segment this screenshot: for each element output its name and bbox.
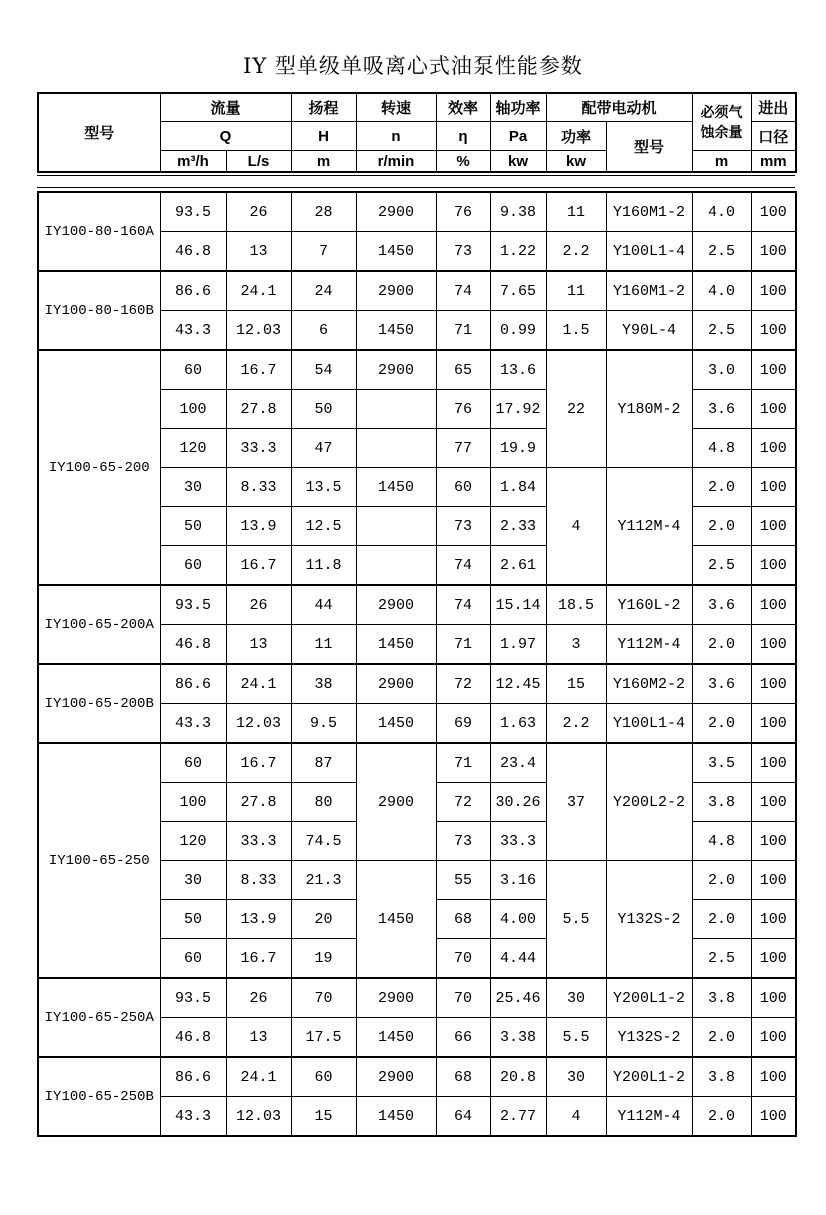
cell-npsh: 3.8 bbox=[692, 783, 751, 822]
cell-flow-ls: 8.33 bbox=[226, 861, 291, 900]
table-row bbox=[38, 1057, 796, 1097]
cell-motor-model: Y90L-4 bbox=[606, 311, 692, 351]
cell-head: 6 bbox=[291, 311, 356, 351]
cell-port-dn: 100 bbox=[751, 743, 796, 783]
cell-efficiency: 66 bbox=[436, 1018, 490, 1058]
cell-shaft-power: 0.99 bbox=[490, 311, 546, 351]
cell-port-dn: 100 bbox=[751, 311, 796, 351]
header-npsh bbox=[692, 93, 751, 151]
header-motor-power: 功率 bbox=[546, 122, 606, 151]
cell-port-dn: 100 bbox=[751, 350, 796, 390]
cell-motor-power: 5.5 bbox=[546, 861, 606, 979]
cell-shaft-power: 9.38 bbox=[490, 192, 546, 232]
cell-motor-power: 3 bbox=[546, 625, 606, 665]
cell-flow-m3h: 120 bbox=[160, 429, 226, 468]
cell-port-dn: 100 bbox=[751, 1057, 796, 1097]
cell-flow-ls: 13 bbox=[226, 232, 291, 272]
cell-motor-power: 2.2 bbox=[546, 232, 606, 272]
cell-speed: 2900 bbox=[356, 271, 436, 311]
header-port-line1: 进出 bbox=[751, 93, 796, 122]
cell-motor-power: 2.2 bbox=[546, 704, 606, 744]
cell-flow-ls: 16.7 bbox=[226, 939, 291, 979]
cell-shaft-power: 3.16 bbox=[490, 861, 546, 900]
cell-npsh: 2.0 bbox=[692, 1097, 751, 1137]
pump-model-cell: IY100-65-200B bbox=[38, 664, 160, 743]
cell-port-dn: 100 bbox=[751, 664, 796, 704]
cell-efficiency: 73 bbox=[436, 507, 490, 546]
cell-motor-model: Y160M1-2 bbox=[606, 271, 692, 311]
cell-npsh: 4.8 bbox=[692, 429, 751, 468]
header-npsh-line2: 蚀余量 bbox=[700, 124, 743, 140]
cell-speed bbox=[356, 390, 436, 429]
table-row bbox=[38, 271, 796, 311]
cell-shaft-power: 17.92 bbox=[490, 390, 546, 429]
spec-header-table bbox=[37, 92, 797, 173]
spec-data-table bbox=[37, 191, 797, 1137]
cell-flow-ls: 13 bbox=[226, 625, 291, 665]
cell-flow-m3h: 93.5 bbox=[160, 978, 226, 1018]
cell-speed: 2900 bbox=[356, 1057, 436, 1097]
header-head-unit: m bbox=[291, 151, 356, 173]
cell-motor-power: 4 bbox=[546, 468, 606, 586]
header-pump-model: 型号 bbox=[38, 93, 160, 172]
cell-motor-power: 15 bbox=[546, 664, 606, 704]
cell-head: 11.8 bbox=[291, 546, 356, 586]
page-title: IY 型单级单吸离心式油泵性能参数 bbox=[243, 54, 583, 78]
pump-model-cell: IY100-80-160A bbox=[38, 192, 160, 271]
cell-efficiency: 74 bbox=[436, 546, 490, 586]
cell-shaft-power: 25.46 bbox=[490, 978, 546, 1018]
cell-flow-m3h: 86.6 bbox=[160, 664, 226, 704]
header-eff-symbol: η bbox=[436, 122, 490, 151]
cell-flow-m3h: 46.8 bbox=[160, 1018, 226, 1058]
cell-head: 7 bbox=[291, 232, 356, 272]
cell-motor-power: 11 bbox=[546, 271, 606, 311]
cell-efficiency: 77 bbox=[436, 429, 490, 468]
header-shaft-power: 轴功率 bbox=[490, 93, 546, 122]
cell-efficiency: 70 bbox=[436, 978, 490, 1018]
cell-flow-ls: 33.3 bbox=[226, 429, 291, 468]
pump-model-cell: IY100-65-200 bbox=[38, 350, 160, 585]
header-port-line2: 口径 bbox=[751, 122, 796, 151]
cell-motor-model: Y100L1-4 bbox=[606, 232, 692, 272]
cell-shaft-power: 12.45 bbox=[490, 664, 546, 704]
cell-shaft-power: 2.33 bbox=[490, 507, 546, 546]
cell-flow-m3h: 93.5 bbox=[160, 192, 226, 232]
cell-head: 44 bbox=[291, 585, 356, 625]
cell-head: 11 bbox=[291, 625, 356, 665]
cell-motor-model: Y200L1-2 bbox=[606, 978, 692, 1018]
pump-model-cell: IY100-65-250B bbox=[38, 1057, 160, 1136]
cell-flow-m3h: 86.6 bbox=[160, 1057, 226, 1097]
cell-motor-model: Y112M-4 bbox=[606, 625, 692, 665]
cell-port-dn: 100 bbox=[751, 271, 796, 311]
cell-efficiency: 74 bbox=[436, 585, 490, 625]
cell-npsh: 2.0 bbox=[692, 1018, 751, 1058]
cell-efficiency: 70 bbox=[436, 939, 490, 979]
cell-port-dn: 100 bbox=[751, 978, 796, 1018]
cell-npsh: 2.0 bbox=[692, 507, 751, 546]
cell-motor-model: Y200L2-2 bbox=[606, 743, 692, 861]
cell-npsh: 2.5 bbox=[692, 939, 751, 979]
cell-head: 47 bbox=[291, 429, 356, 468]
header-motor-model: 型号 bbox=[606, 122, 692, 173]
cell-flow-ls: 33.3 bbox=[226, 822, 291, 861]
cell-npsh: 3.0 bbox=[692, 350, 751, 390]
cell-speed: 1450 bbox=[356, 625, 436, 665]
cell-head: 21.3 bbox=[291, 861, 356, 900]
header-eff-unit: % bbox=[436, 151, 490, 173]
cell-port-dn: 100 bbox=[751, 900, 796, 939]
cell-motor-model: Y100L1-4 bbox=[606, 704, 692, 744]
cell-motor-power: 1.5 bbox=[546, 311, 606, 351]
header-flow-symbol: Q bbox=[160, 122, 291, 151]
cell-head: 38 bbox=[291, 664, 356, 704]
cell-npsh: 3.6 bbox=[692, 585, 751, 625]
pump-model-cell: IY100-65-250A bbox=[38, 978, 160, 1057]
cell-head: 54 bbox=[291, 350, 356, 390]
cell-flow-ls: 12.03 bbox=[226, 311, 291, 351]
cell-motor-model: Y160M2-2 bbox=[606, 664, 692, 704]
cell-speed: 2900 bbox=[356, 978, 436, 1018]
header-efficiency: 效率 bbox=[436, 93, 490, 122]
cell-flow-m3h: 100 bbox=[160, 390, 226, 429]
cell-efficiency: 71 bbox=[436, 625, 490, 665]
cell-port-dn: 100 bbox=[751, 783, 796, 822]
cell-flow-m3h: 86.6 bbox=[160, 271, 226, 311]
cell-head: 50 bbox=[291, 390, 356, 429]
cell-flow-ls: 26 bbox=[226, 585, 291, 625]
cell-port-dn: 100 bbox=[751, 861, 796, 900]
cell-port-dn: 100 bbox=[751, 625, 796, 665]
cell-flow-ls: 24.1 bbox=[226, 1057, 291, 1097]
cell-efficiency: 60 bbox=[436, 468, 490, 507]
cell-flow-m3h: 43.3 bbox=[160, 704, 226, 744]
cell-flow-ls: 13.9 bbox=[226, 507, 291, 546]
cell-npsh: 4.8 bbox=[692, 822, 751, 861]
cell-motor-model: Y132S-2 bbox=[606, 861, 692, 979]
cell-flow-ls: 27.8 bbox=[226, 783, 291, 822]
cell-npsh: 2.0 bbox=[692, 625, 751, 665]
cell-speed: 1450 bbox=[356, 861, 436, 979]
cell-efficiency: 76 bbox=[436, 390, 490, 429]
cell-motor-model: Y112M-4 bbox=[606, 468, 692, 586]
cell-port-dn: 100 bbox=[751, 1097, 796, 1137]
cell-speed: 1450 bbox=[356, 1018, 436, 1058]
cell-flow-ls: 13 bbox=[226, 1018, 291, 1058]
cell-speed: 2900 bbox=[356, 350, 436, 390]
header-flow-unit-ls: L/s bbox=[226, 151, 291, 173]
data-table-topline bbox=[37, 187, 795, 188]
cell-head: 9.5 bbox=[291, 704, 356, 744]
cell-motor-power: 37 bbox=[546, 743, 606, 861]
cell-flow-m3h: 30 bbox=[160, 861, 226, 900]
cell-speed: 1450 bbox=[356, 311, 436, 351]
cell-npsh: 2.5 bbox=[692, 546, 751, 586]
cell-shaft-power: 20.8 bbox=[490, 1057, 546, 1097]
header-row-labels bbox=[38, 93, 796, 122]
cell-shaft-power: 2.77 bbox=[490, 1097, 546, 1137]
cell-efficiency: 71 bbox=[436, 743, 490, 783]
pump-model-cell: IY100-65-250 bbox=[38, 743, 160, 978]
cell-speed: 2900 bbox=[356, 743, 436, 861]
cell-npsh: 2.0 bbox=[692, 861, 751, 900]
cell-efficiency: 72 bbox=[436, 783, 490, 822]
cell-flow-ls: 26 bbox=[226, 192, 291, 232]
cell-shaft-power: 1.97 bbox=[490, 625, 546, 665]
cell-flow-m3h: 60 bbox=[160, 939, 226, 979]
cell-efficiency: 69 bbox=[436, 704, 490, 744]
cell-flow-m3h: 100 bbox=[160, 783, 226, 822]
cell-flow-m3h: 46.8 bbox=[160, 625, 226, 665]
cell-motor-power: 4 bbox=[546, 1097, 606, 1137]
cell-flow-ls: 16.7 bbox=[226, 350, 291, 390]
cell-port-dn: 100 bbox=[751, 1018, 796, 1058]
cell-flow-m3h: 46.8 bbox=[160, 232, 226, 272]
cell-flow-m3h: 120 bbox=[160, 822, 226, 861]
header-shaft-symbol: Pa bbox=[490, 122, 546, 151]
header-speed-unit: r/min bbox=[356, 151, 436, 173]
header-speed: 转速 bbox=[356, 93, 436, 122]
header-shaft-unit: kw bbox=[490, 151, 546, 173]
cell-port-dn: 100 bbox=[751, 429, 796, 468]
cell-motor-power: 18.5 bbox=[546, 585, 606, 625]
cell-efficiency: 64 bbox=[436, 1097, 490, 1137]
cell-speed: 2900 bbox=[356, 192, 436, 232]
cell-port-dn: 100 bbox=[751, 546, 796, 586]
cell-shaft-power: 1.84 bbox=[490, 468, 546, 507]
cell-motor-model: Y160L-2 bbox=[606, 585, 692, 625]
cell-npsh: 2.0 bbox=[692, 704, 751, 744]
cell-port-dn: 100 bbox=[751, 507, 796, 546]
spec-table-wrap bbox=[37, 92, 795, 1137]
cell-flow-m3h: 43.3 bbox=[160, 1097, 226, 1137]
cell-efficiency: 72 bbox=[436, 664, 490, 704]
cell-flow-ls: 8.33 bbox=[226, 468, 291, 507]
cell-speed: 2900 bbox=[356, 585, 436, 625]
table-row bbox=[38, 192, 796, 232]
cell-flow-m3h: 60 bbox=[160, 546, 226, 586]
pump-model-cell: IY100-65-200A bbox=[38, 585, 160, 664]
cell-flow-ls: 26 bbox=[226, 978, 291, 1018]
cell-flow-ls: 12.03 bbox=[226, 1097, 291, 1137]
cell-efficiency: 73 bbox=[436, 822, 490, 861]
cell-port-dn: 100 bbox=[751, 192, 796, 232]
cell-efficiency: 73 bbox=[436, 232, 490, 272]
header-table-underline bbox=[37, 175, 795, 176]
cell-speed: 1450 bbox=[356, 232, 436, 272]
cell-efficiency: 65 bbox=[436, 350, 490, 390]
cell-port-dn: 100 bbox=[751, 390, 796, 429]
cell-head: 24 bbox=[291, 271, 356, 311]
cell-shaft-power: 1.63 bbox=[490, 704, 546, 744]
header-motor-power-unit: kw bbox=[546, 151, 606, 173]
cell-motor-power: 30 bbox=[546, 1057, 606, 1097]
cell-efficiency: 74 bbox=[436, 271, 490, 311]
cell-shaft-power: 3.38 bbox=[490, 1018, 546, 1058]
cell-motor-power: 5.5 bbox=[546, 1018, 606, 1058]
cell-speed bbox=[356, 546, 436, 586]
cell-npsh: 3.6 bbox=[692, 390, 751, 429]
cell-flow-ls: 12.03 bbox=[226, 704, 291, 744]
cell-speed: 2900 bbox=[356, 664, 436, 704]
cell-shaft-power: 1.22 bbox=[490, 232, 546, 272]
cell-head: 17.5 bbox=[291, 1018, 356, 1058]
cell-efficiency: 71 bbox=[436, 311, 490, 351]
cell-motor-model: Y132S-2 bbox=[606, 1018, 692, 1058]
cell-motor-power: 22 bbox=[546, 350, 606, 468]
cell-speed bbox=[356, 429, 436, 468]
cell-flow-m3h: 60 bbox=[160, 350, 226, 390]
cell-head: 12.5 bbox=[291, 507, 356, 546]
cell-speed: 1450 bbox=[356, 1097, 436, 1137]
header-npsh-unit: m bbox=[692, 151, 751, 173]
cell-flow-ls: 16.7 bbox=[226, 743, 291, 783]
cell-flow-ls: 16.7 bbox=[226, 546, 291, 586]
cell-shaft-power: 2.61 bbox=[490, 546, 546, 586]
cell-npsh: 3.8 bbox=[692, 1057, 751, 1097]
cell-shaft-power: 4.00 bbox=[490, 900, 546, 939]
cell-npsh: 2.5 bbox=[692, 311, 751, 351]
cell-head: 80 bbox=[291, 783, 356, 822]
cell-motor-power: 30 bbox=[546, 978, 606, 1018]
cell-port-dn: 100 bbox=[751, 468, 796, 507]
cell-shaft-power: 19.9 bbox=[490, 429, 546, 468]
cell-npsh: 4.0 bbox=[692, 192, 751, 232]
table-row bbox=[38, 978, 796, 1018]
cell-flow-m3h: 30 bbox=[160, 468, 226, 507]
cell-port-dn: 100 bbox=[751, 939, 796, 979]
cell-flow-m3h: 60 bbox=[160, 743, 226, 783]
cell-head: 74.5 bbox=[291, 822, 356, 861]
cell-speed: 1450 bbox=[356, 704, 436, 744]
cell-flow-ls: 27.8 bbox=[226, 390, 291, 429]
table-row bbox=[38, 350, 796, 390]
cell-speed: 1450 bbox=[356, 468, 436, 507]
cell-flow-m3h: 50 bbox=[160, 507, 226, 546]
cell-shaft-power: 15.14 bbox=[490, 585, 546, 625]
header-motor: 配带电动机 bbox=[546, 93, 692, 122]
cell-flow-ls: 24.1 bbox=[226, 271, 291, 311]
cell-speed bbox=[356, 507, 436, 546]
cell-flow-ls: 24.1 bbox=[226, 664, 291, 704]
cell-shaft-power: 30.26 bbox=[490, 783, 546, 822]
cell-port-dn: 100 bbox=[751, 232, 796, 272]
cell-port-dn: 100 bbox=[751, 704, 796, 744]
cell-head: 70 bbox=[291, 978, 356, 1018]
cell-motor-model: Y160M1-2 bbox=[606, 192, 692, 232]
table-row bbox=[38, 743, 796, 783]
cell-head: 60 bbox=[291, 1057, 356, 1097]
header-npsh-line1: 必须气 bbox=[700, 104, 743, 120]
header-port-unit: mm bbox=[751, 151, 796, 173]
cell-shaft-power: 33.3 bbox=[490, 822, 546, 861]
cell-npsh: 2.0 bbox=[692, 468, 751, 507]
cell-efficiency: 76 bbox=[436, 192, 490, 232]
cell-head: 13.5 bbox=[291, 468, 356, 507]
cell-shaft-power: 23.4 bbox=[490, 743, 546, 783]
cell-head: 28 bbox=[291, 192, 356, 232]
cell-motor-model: Y112M-4 bbox=[606, 1097, 692, 1137]
header-flow-unit-m3h: m³/h bbox=[160, 151, 226, 173]
cell-flow-ls: 13.9 bbox=[226, 900, 291, 939]
cell-motor-power: 11 bbox=[546, 192, 606, 232]
cell-motor-model: Y200L1-2 bbox=[606, 1057, 692, 1097]
cell-flow-m3h: 50 bbox=[160, 900, 226, 939]
header-head: 扬程 bbox=[291, 93, 356, 122]
cell-flow-m3h: 93.5 bbox=[160, 585, 226, 625]
cell-npsh: 4.0 bbox=[692, 271, 751, 311]
header-head-symbol: H bbox=[291, 122, 356, 151]
cell-npsh: 3.5 bbox=[692, 743, 751, 783]
cell-efficiency: 68 bbox=[436, 1057, 490, 1097]
pump-model-cell: IY100-80-160B bbox=[38, 271, 160, 350]
cell-flow-m3h: 43.3 bbox=[160, 311, 226, 351]
cell-motor-model: Y180M-2 bbox=[606, 350, 692, 468]
cell-shaft-power: 4.44 bbox=[490, 939, 546, 979]
table-row bbox=[38, 664, 796, 704]
cell-head: 19 bbox=[291, 939, 356, 979]
cell-efficiency: 55 bbox=[436, 861, 490, 900]
cell-head: 20 bbox=[291, 900, 356, 939]
cell-port-dn: 100 bbox=[751, 822, 796, 861]
header-flow: 流量 bbox=[160, 93, 291, 122]
cell-npsh: 3.6 bbox=[692, 664, 751, 704]
cell-npsh: 3.8 bbox=[692, 978, 751, 1018]
cell-npsh: 2.0 bbox=[692, 900, 751, 939]
cell-head: 15 bbox=[291, 1097, 356, 1137]
cell-npsh: 2.5 bbox=[692, 232, 751, 272]
header-speed-symbol: n bbox=[356, 122, 436, 151]
cell-shaft-power: 7.65 bbox=[490, 271, 546, 311]
cell-port-dn: 100 bbox=[751, 585, 796, 625]
cell-efficiency: 68 bbox=[436, 900, 490, 939]
table-row bbox=[38, 585, 796, 625]
cell-shaft-power: 13.6 bbox=[490, 350, 546, 390]
cell-head: 87 bbox=[291, 743, 356, 783]
